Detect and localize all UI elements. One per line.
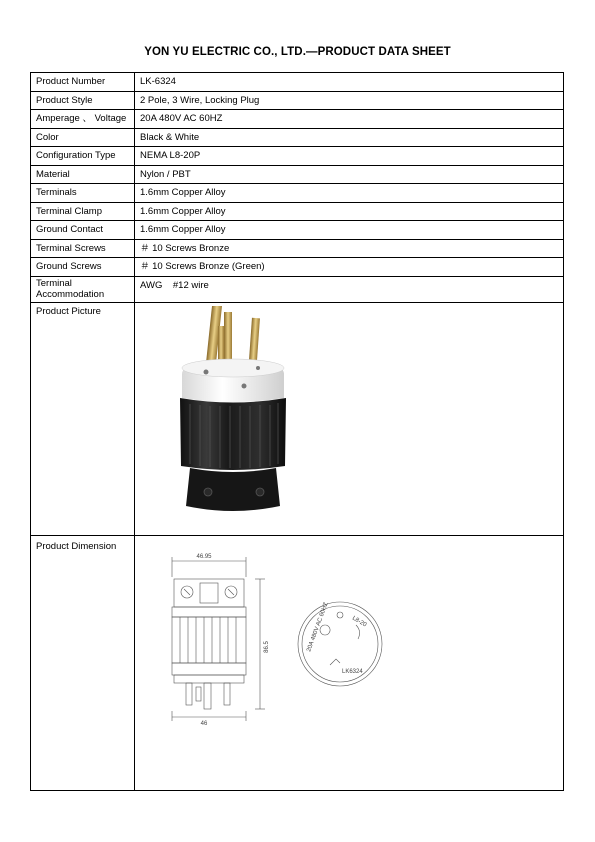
page-title: YON YU ELECTRIC CO., LTD.—PRODUCT DATA SHEET [144,46,451,58]
spec-value: 20A 480V AC 60HZ [135,110,564,129]
spec-label: Material [31,165,135,184]
spec-row [31,110,564,129]
spec-label: Ground Contact [31,221,135,240]
spec-row [31,239,564,258]
spec-value: 1.6mm Copper Alloy [135,221,564,240]
spec-label: Terminal Clamp [31,202,135,221]
dimension-drawing [160,547,420,747]
face-part: LK6324 [342,668,363,675]
spec-label: Product Style [31,91,135,110]
spec-value: NEMA L8-20P [135,147,564,166]
face-model: L8-20 [351,615,368,628]
dimension-row [31,535,564,790]
label-line-2: Accommodation [36,289,105,300]
spec-value: 1.6mm Copper Alloy [135,184,564,203]
spec-value: AWG #12 wire [135,276,564,302]
dimension-cell [135,535,564,790]
spec-row [31,165,564,184]
picture-row [31,302,564,535]
spec-value: 1.6mm Copper Alloy [135,202,564,221]
spec-table [30,72,564,791]
spec-value: ＃ 10 Screws Bronze (Green) [135,258,564,277]
spec-value: Black & White [135,128,564,147]
spec-value: Nylon / PBT [135,165,564,184]
spec-row [31,73,564,92]
spec-label: Color [31,128,135,147]
spec-row [31,128,564,147]
dim-height: 86.5 [264,640,270,653]
dim-top-width: 46.95 [196,553,212,560]
spec-label [31,276,135,302]
spec-value: 2 Pole, 3 Wire, Locking Plug [135,91,564,110]
face-rating: 20A 480V AC 60HZ [306,601,330,653]
dim-bottom-width: 46 [200,720,208,727]
spec-label: Terminal Screws [31,239,135,258]
dimension-label: Product Dimension [31,535,135,790]
spec-row-accommodation [31,276,564,302]
spec-label: Amperage 、 Voltage [31,110,135,129]
picture-cell [135,302,564,535]
spec-row [31,147,564,166]
spec-row [31,91,564,110]
label-line-1: Terminal [36,278,72,289]
product-photo [168,306,298,528]
spec-row [31,221,564,240]
spec-label: Ground Screws [31,258,135,277]
spec-label: Configuration Type [31,147,135,166]
spec-row [31,258,564,277]
spec-label: Terminals [31,184,135,203]
spec-row [31,202,564,221]
spec-value: ＃ 10 Screws Bronze [135,239,564,258]
spec-label: Product Number [31,73,135,92]
picture-label: Product Picture [31,302,135,535]
spec-row [31,184,564,203]
spec-value: LK-6324 [135,73,564,92]
